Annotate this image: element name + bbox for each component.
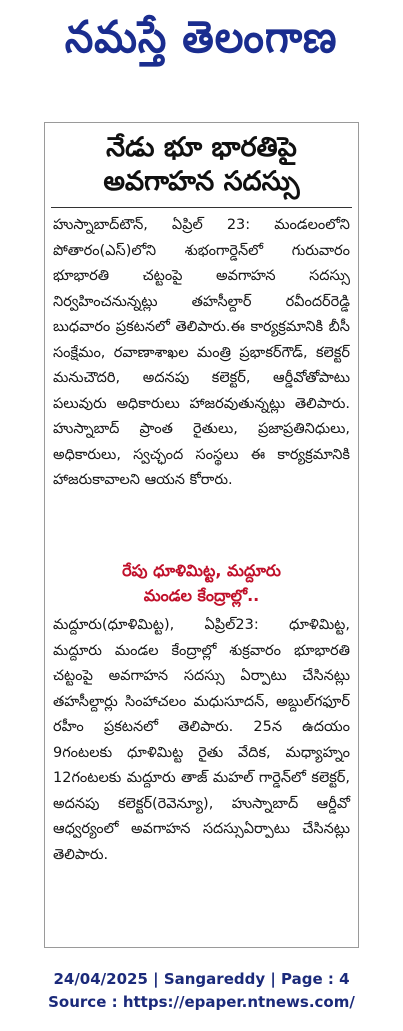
footer-source-link[interactable]: Source : https://epaper.ntnews.com/ <box>48 993 355 1011</box>
headline-line-2: అవగాహన సదస్సు <box>103 166 300 197</box>
headline-divider <box>51 207 352 208</box>
subheadline-line-1: రేపు ధూళిమిట్ట, మద్దూరు <box>122 561 281 580</box>
subheadline <box>45 558 358 608</box>
article-paragraph-1: హుస్నాబాద్‌టౌన్‌, ఏప్రిల్‌ 23: మండలంలోని పోతారం(ఎస్‌)లోని శుభంగార్డెన్‌లో గురువారం భూభారతి చట్టంపై అవగాహన సదస్సు నిర్వహించనున్నట్లు తహసీల్దార్‌ రవీందర్‌రెడ్డి బుధవారం ప్రకటనలో తెలిపారు.ఈ కార్యక్రమానికి బీసీ సంక్షేమం, రవాణాశాఖల మంత్రి ప్రభాకర్‌గౌడ్‌, కలెక్టర్‌ మనుచౌదరి, అదనపు కలెక్టర్‌, ఆర్డీవోతోపాటు పలువురు అధికారులు హాజరవుతున్నట్లు తెలిపారు. హుస్నాబాద్‌ ప్రాంత రైతులు, ప్రజాప్రతినిధులు, అధికారులు, స్వచ్ఛంద సంస్థలు ఈ కార్యక్రమానికి హాజరుకావాలని ఆయన కోరారు. <box>53 217 350 488</box>
footer-date-edition-page: 24/04/2025 | Sangareddy | Page : 4 <box>53 970 350 988</box>
headline <box>45 131 358 199</box>
article-paragraph-2: మద్దూరు(ధూళిమిట్ట), ఏప్రిల్‌23: ధూళిమిట్ట, మద్దూరు మండల కేంద్రాల్లో శుక్రవారం భూభారతి చట్టంపై అవగాహన సదస్సు ఏర్పాటు చేసినట్లు తహసీల్దార్లు సింహాచలం మధుసూదన్‌, అబ్దుల్‌గఫూర్‌ రహీం ప్రకటనలో తెలిపారు. 25న ఉదయం 9గంటలకు ధూళిమిట్ట రైతు వేదిక, మధ్యాహ్నం 12గంటలకు మద్దూరు తాజ్‌ మహల్‌ గార్డెన్‌లో కలెక్టర్‌, అదనపు కలెక్టర్‌(రెవెన్యూ), హుస్నాబాద్‌ ఆర్డీవో ఆధ్వర్యంలో అవగాహన సదస్సుఏర్పాటు చేసినట్లు తెలిపారు. <box>53 617 350 863</box>
article-frame <box>44 122 359 948</box>
newspaper-title: నమస్తే తెలంగాణ <box>65 12 338 63</box>
masthead <box>0 0 403 86</box>
headline-line-1: నేడు భూ భారతిపై <box>106 132 297 163</box>
subheadline-line-2: మండల కేంద్రాల్లో.. <box>143 586 260 605</box>
